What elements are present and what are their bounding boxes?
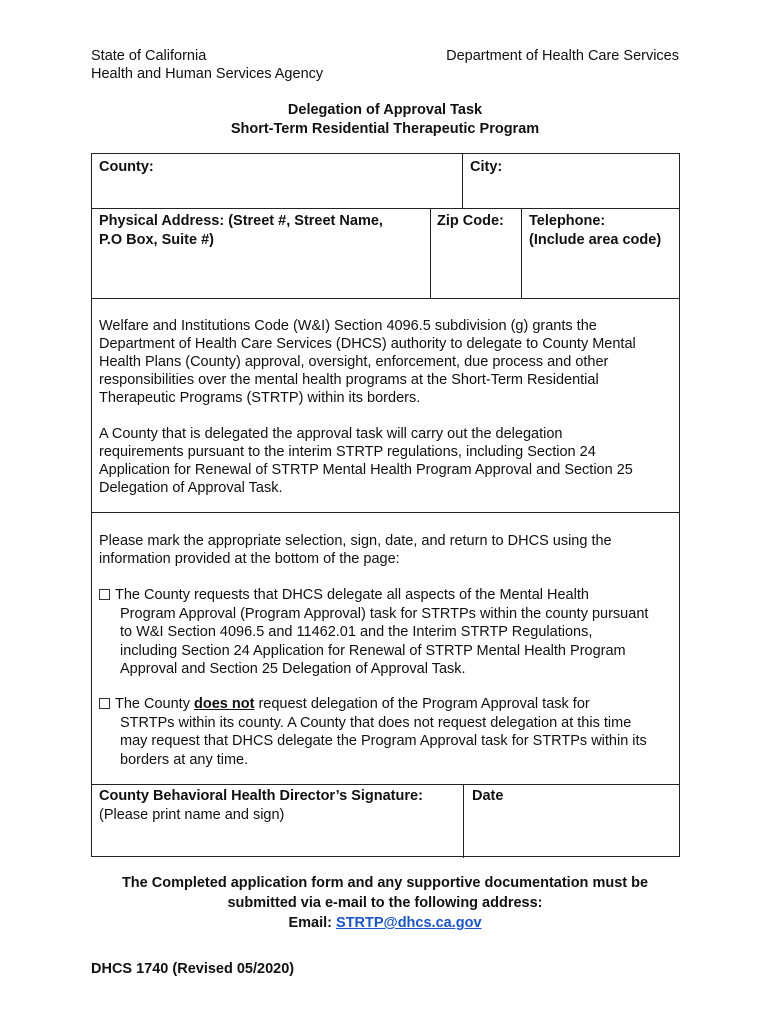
email-label: Email: — [288, 915, 337, 931]
text-line: Delegation of Approval Task. — [99, 480, 283, 496]
delegation-paragraph — [99, 425, 677, 497]
address-label-1: Physical Address: (Street #, Street Name, — [99, 213, 383, 229]
signature-sublabel: (Please print name and sign) — [99, 807, 285, 823]
text-line: Please mark the appropriate selection, sign, date, and return to DHCS using the — [99, 533, 612, 549]
option-line: to W&I Section 4096.5 and 11462.01 and the Interim STRTP Regulations, — [120, 624, 593, 640]
option-text: The County — [115, 696, 194, 712]
option-text: request delegation of the Program Approval task for — [254, 696, 590, 712]
option-not-delegate-checkbox[interactable] — [99, 698, 110, 709]
text-line: A County that is delegated the approval task will carry out the delegation — [99, 426, 563, 442]
text-line: requirements pursuant to the interim STRTP regulations, including Section 24 — [99, 444, 596, 460]
option-line: including Section 24 Application for Renewal of STRTP Mental Health Program — [120, 642, 626, 659]
authority-paragraph — [99, 317, 677, 407]
county-field[interactable]: County: — [99, 159, 154, 175]
option-line: may request that DHCS delegate the Program Approval task for STRTPs within its — [120, 733, 647, 749]
text-line: Department of Health Care Services (DHCS) authority to delegate to County Mental — [99, 336, 636, 352]
option-text: The County requests that DHCS delegate all aspects of the Mental Health — [115, 587, 589, 603]
footer-line-2: submitted via e-mail to the following address: — [227, 895, 543, 911]
address-field[interactable] — [99, 212, 429, 250]
text-line: Health Plans (County) approval, oversight, enforcement, due process and other — [99, 354, 609, 370]
department-name: Department of Health Care Services — [446, 48, 679, 64]
divider — [463, 784, 464, 858]
option-line: borders at any time. — [120, 751, 249, 768]
submission-instructions — [0, 873, 770, 933]
option-emphasis: does not — [194, 696, 255, 712]
divider — [92, 208, 679, 209]
footer-line-1: The Completed application form and any supportive documentation must be — [121, 875, 649, 891]
option-line: Program Approval (Program Approval) task for STRTPs within the county pursuant — [120, 605, 649, 622]
instructions-paragraph — [99, 532, 677, 568]
city-field[interactable]: City: — [470, 159, 503, 175]
divider — [430, 208, 431, 298]
signature-label: County Behavioral Health Director’s Signature: — [99, 788, 423, 804]
date-field[interactable]: Date — [472, 788, 504, 804]
telephone-field[interactable] — [529, 212, 661, 250]
divider — [92, 512, 679, 513]
option-delegate-checkbox[interactable] — [99, 589, 110, 600]
divider — [462, 154, 463, 208]
option-line: STRTPs within its county. A County that does not request delegation at this time — [120, 714, 632, 731]
telephone-label-1: Telephone: — [529, 213, 606, 229]
agency-name: Health and Human Services Agency — [91, 66, 324, 82]
address-label-2: P.O Box, Suite #) — [99, 232, 214, 248]
email-line — [0, 913, 770, 933]
text-line: information provided at the bottom of the page: — [99, 551, 400, 567]
zip-code-field[interactable]: Zip Code: — [437, 213, 504, 229]
text-line: Welfare and Institutions Code (W&I) Section 4096.5 subdivision (g) grants the — [99, 318, 597, 334]
option-line: Approval and Section 25 Delegation of Approval Task. — [120, 661, 466, 677]
email-link[interactable]: STRTP@dhcs.ca.gov — [336, 915, 482, 931]
signature-field[interactable] — [99, 787, 459, 825]
title-line-2: Short-Term Residential Therapeutic Program — [230, 121, 540, 137]
divider — [92, 298, 679, 299]
option-not-delegate — [99, 695, 677, 769]
option-delegate — [99, 586, 677, 679]
option-line — [99, 695, 677, 714]
divider — [92, 784, 679, 785]
text-line: responsibilities over the mental health programs at the Short-Term Residential — [99, 372, 599, 388]
title-line-1: Delegation of Approval Task — [287, 102, 483, 118]
agency-header — [91, 47, 323, 83]
text-line: Application for Renewal of STRTP Mental Health Program Approval and Section 25 — [99, 462, 633, 478]
state-name: State of California — [91, 48, 207, 64]
form-table — [91, 153, 680, 857]
telephone-label-2: (Include area code) — [529, 232, 662, 248]
divider — [521, 208, 522, 298]
option-line — [99, 586, 677, 605]
form-title — [0, 101, 770, 139]
form-number: DHCS 1740 (Revised 05/2020) — [91, 961, 295, 977]
text-line: Therapeutic Programs (STRTP) within its borders. — [99, 390, 421, 406]
